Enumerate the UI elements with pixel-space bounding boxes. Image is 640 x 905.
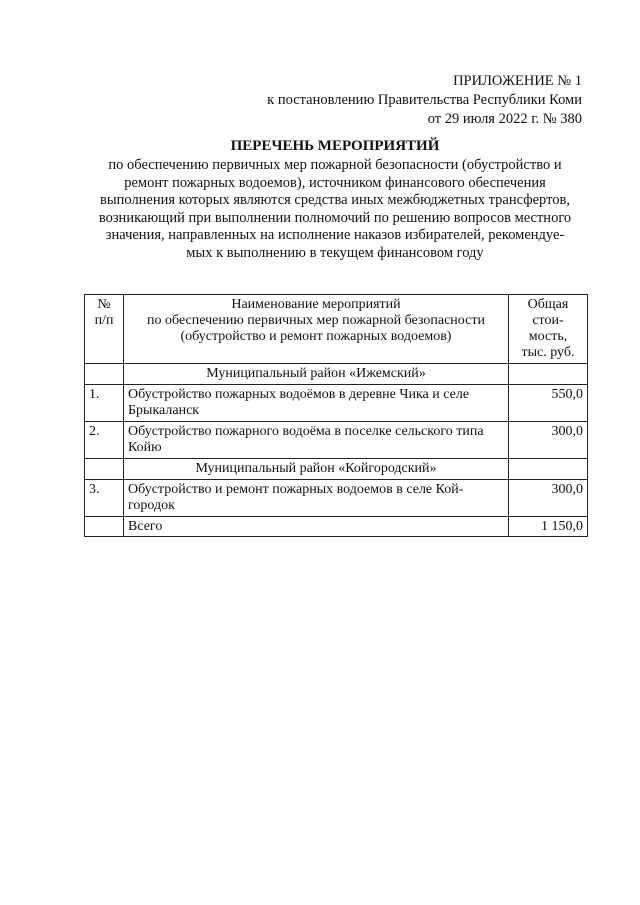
row-measure: Обустройство пожарных водоёмов в деревне Чика и селе Брыкаланск xyxy=(124,385,509,422)
total-row xyxy=(85,517,588,537)
table-header-row xyxy=(85,295,588,364)
district-izhemsky: Муниципальный район «Ижемский» xyxy=(124,364,509,385)
header-number: № п/п xyxy=(85,295,124,364)
row-measure: Обустройство и ремонт пожарных водоемов в селе Кой-городок xyxy=(124,480,509,517)
subtitle-line: ремонт пожарных водоемов), источником финансового обеспечения xyxy=(124,174,546,191)
row-number: 2. xyxy=(85,422,124,459)
table-row xyxy=(85,480,588,517)
row-number: 1. xyxy=(85,385,124,422)
row-cost: 300,0 xyxy=(509,480,588,517)
subtitle-line: по обеспечению первичных мер пожарной безопасности (обустройство и xyxy=(108,157,562,173)
total-cost: 1 150,0 xyxy=(509,517,588,537)
decree-reference: к постановлению Правительства Республики Коми xyxy=(267,92,582,108)
row-measure: Обустройство пожарного водоёма в поселке сельского типа Койю xyxy=(124,422,509,459)
subtitle-line: мых к выполнению в текущем финансовом году xyxy=(186,244,484,261)
title-block xyxy=(82,137,588,262)
table-row xyxy=(85,385,588,422)
total-label: Всего xyxy=(124,517,509,537)
row-cost: 300,0 xyxy=(509,422,588,459)
decree-date: от 29 июля 2022 г. № 380 xyxy=(427,111,582,127)
document-title: ПЕРЕЧЕНЬ МЕРОПРИЯТИЙ xyxy=(230,138,440,154)
header-measure-name: Наименование мероприятий по обеспечению первичных мер пожарной безопасности (обустройство и ремонт пожарных водоемов) xyxy=(124,295,509,364)
subtitle-line: выполнения которых являются средства иных межбюджетных трансфертов, xyxy=(100,192,570,208)
subtitle-line: возникающий при выполнении полномочий по решению вопросов местного xyxy=(98,209,572,226)
row-cost: 550,0 xyxy=(509,385,588,422)
district-koygorodsky: Муниципальный район «Койгородский» xyxy=(124,459,509,480)
appendix-header xyxy=(267,72,582,129)
table-row xyxy=(85,422,588,459)
header-total-cost: Общая стои- мость, тыс. руб. xyxy=(509,295,588,364)
district-row xyxy=(85,364,588,385)
subtitle-line: значения, направленных на исполнение наказов избирателей, рекомендуе- xyxy=(105,227,565,243)
appendix-number: ПРИЛОЖЕНИЕ № 1 xyxy=(453,73,582,89)
district-row xyxy=(85,459,588,480)
row-number: 3. xyxy=(85,480,124,517)
measures-table xyxy=(84,294,588,537)
